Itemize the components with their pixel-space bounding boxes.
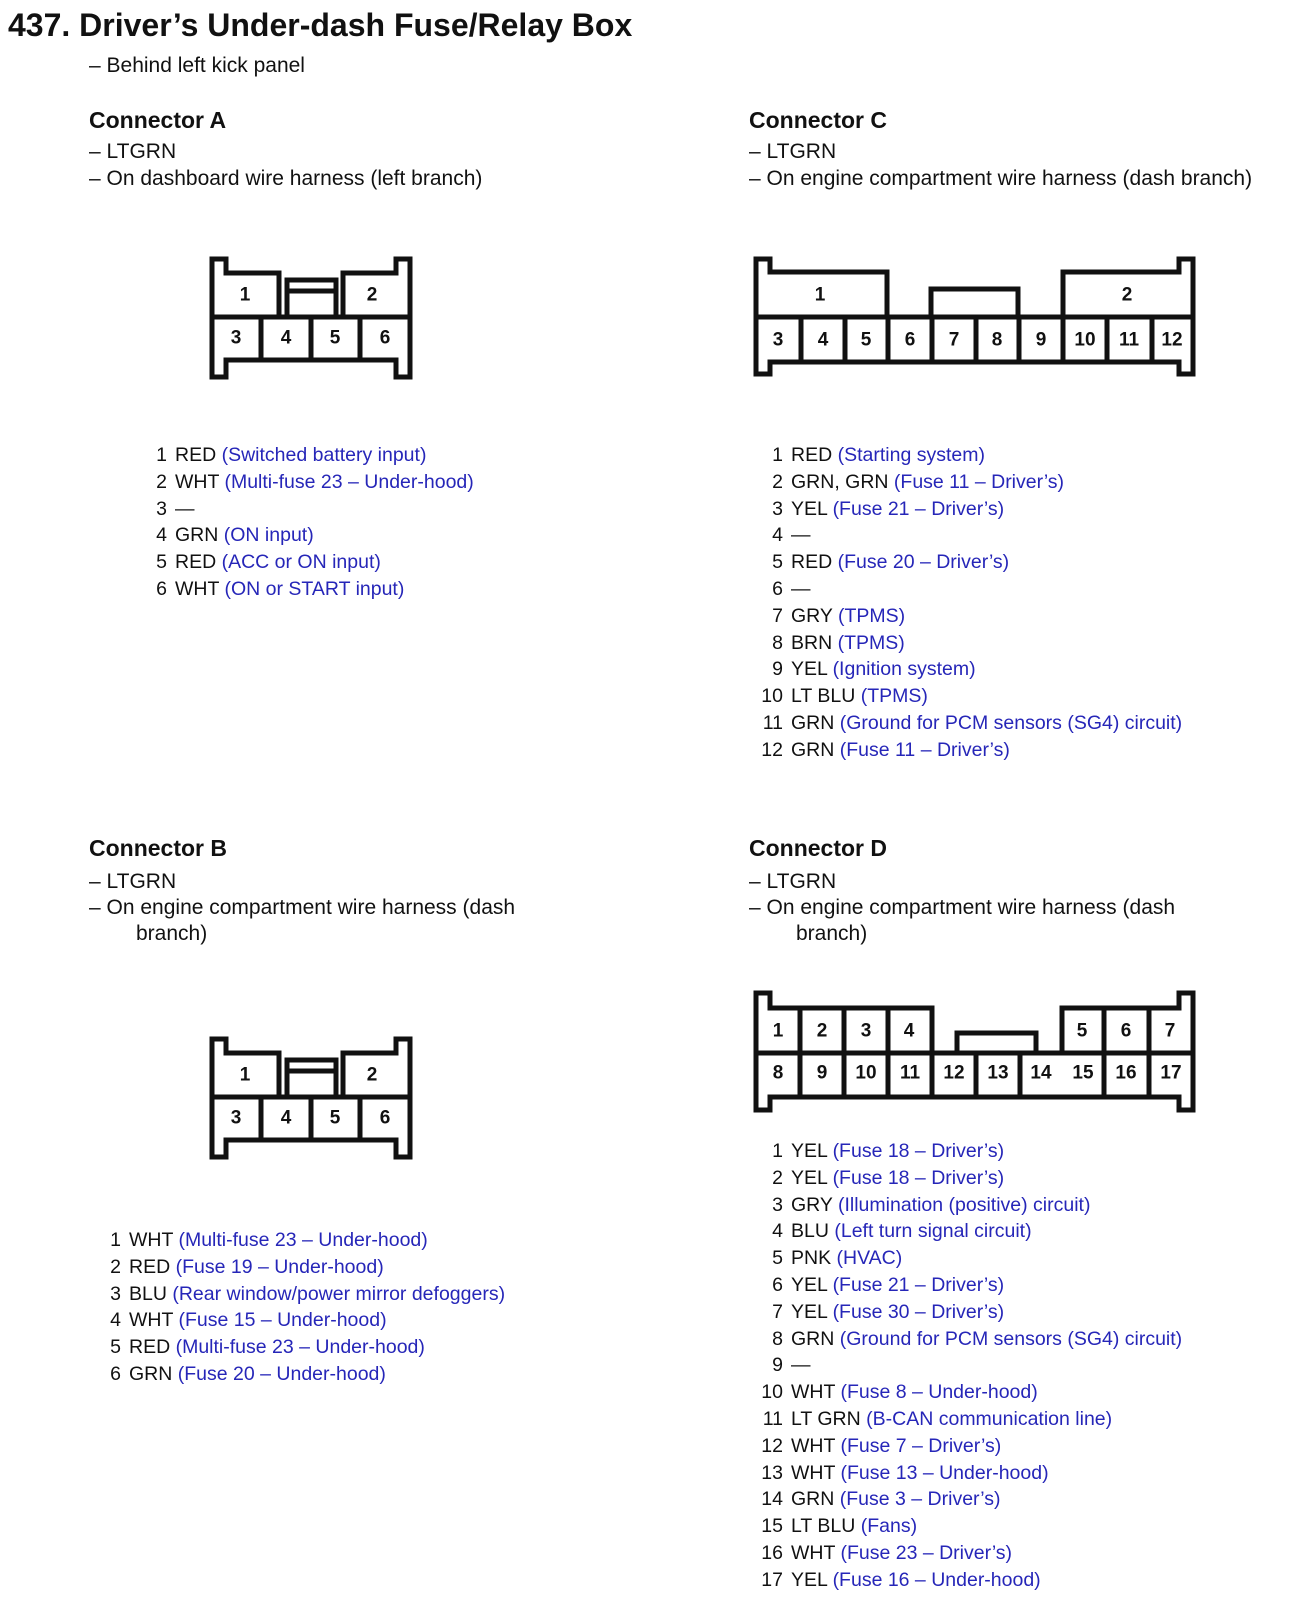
wire-color: GRN	[791, 738, 835, 761]
pin-description: (Fuse 20 – Driver’s)	[837, 551, 1010, 574]
wire-color: GRN	[791, 1327, 835, 1350]
pin-row	[753, 710, 1182, 737]
wire-color: WHT	[175, 577, 220, 600]
pin-number: 2	[110, 1255, 121, 1278]
wire-color: BRN	[791, 631, 833, 654]
cavity-label: 7	[948, 329, 960, 351]
cavity-label: 14	[1030, 1062, 1052, 1084]
pin-row	[753, 1540, 1182, 1567]
wire-color: YEL	[791, 1140, 828, 1162]
wire-color: WHT	[129, 1229, 174, 1251]
pin-description: (Ground for PCM sensors (SG4) circuit)	[839, 711, 1183, 734]
page-title: 437. Driver’s Under-dash Fuse/Relay Box	[8, 7, 633, 43]
cavity-label: 2	[366, 284, 378, 306]
cavity-label: 2	[1121, 284, 1133, 306]
pin-number: 9	[772, 1354, 783, 1377]
pin-description: (Rear window/power mirror defoggers)	[172, 1282, 506, 1305]
pin-description: (HVAC)	[836, 1247, 903, 1270]
connector-d-pin-list	[753, 1138, 1182, 1594]
connector-b-location: – On engine compartment wire harness (dash	[89, 896, 516, 919]
pin-row	[137, 442, 474, 469]
pin-row	[753, 1352, 1182, 1379]
pin-description: (ON input)	[223, 524, 314, 547]
pin-number: 2	[156, 470, 167, 493]
wire-color: BLU	[129, 1282, 167, 1305]
connector-b-heading: Connector B	[89, 835, 227, 861]
cavity-label: 3	[772, 329, 784, 351]
pin-description: (Multi-fuse 23 – Under-hood)	[175, 1336, 425, 1359]
pin-row	[137, 496, 474, 523]
pin-description: (Fans)	[860, 1515, 918, 1538]
cavity-label: 3	[230, 1107, 242, 1129]
pin-number: 11	[762, 1407, 783, 1430]
pin-row	[753, 1138, 1182, 1165]
pin-number: 6	[772, 1273, 783, 1296]
pin-number: 11	[762, 711, 783, 734]
pin-row	[91, 1334, 505, 1361]
pin-row	[753, 1326, 1182, 1353]
wire-color: YEL	[791, 658, 828, 681]
pin-number: 3	[156, 497, 167, 520]
pin-row	[91, 1254, 505, 1281]
pin-row	[753, 576, 1182, 603]
wire-color: WHT	[791, 1461, 836, 1484]
connector-a-color: – LTGRN	[89, 140, 177, 163]
pin-row	[753, 1165, 1182, 1192]
wire-color: RED	[791, 444, 833, 466]
pin-number: 15	[761, 1515, 783, 1538]
pin-description: (Fuse 11 – Driver’s)	[893, 470, 1065, 493]
pin-description: (Fuse 3 – Driver’s)	[839, 1488, 1001, 1511]
wire-color: WHT	[175, 470, 220, 493]
pin-number: 6	[156, 577, 167, 600]
pin-row	[137, 469, 474, 496]
pin-number: 1	[772, 444, 783, 466]
pin-description: (Fuse 30 – Driver’s)	[832, 1300, 1005, 1323]
connector-c-heading: Connector C	[749, 107, 887, 133]
wire-color: GRY	[791, 1193, 833, 1216]
wire-color: —	[791, 1354, 811, 1377]
cavity-label: 9	[816, 1062, 828, 1084]
wire-color: LT BLU	[791, 1515, 856, 1538]
wire-color: WHT	[791, 1381, 836, 1404]
connector-a-pin-list	[137, 442, 474, 603]
pin-number: 8	[772, 1327, 783, 1350]
cavity-label: 9	[1035, 329, 1047, 351]
cavity-label: 2	[816, 1020, 828, 1042]
pin-description: (Multi-fuse 23 – Under-hood)	[178, 1229, 428, 1251]
wire-color: WHT	[129, 1309, 174, 1332]
pin-row	[753, 1379, 1182, 1406]
wire-color: WHT	[791, 1434, 836, 1457]
pin-number: 16	[761, 1541, 783, 1564]
wire-color: —	[791, 577, 811, 600]
pin-number: 13	[761, 1461, 783, 1484]
cavity-label: 5	[860, 329, 872, 351]
cavity-label: 4	[817, 329, 829, 351]
pin-number: 17	[761, 1568, 783, 1591]
pin-description: (Fuse 20 – Under-hood)	[177, 1362, 386, 1385]
pin-description: (ACC or ON input)	[221, 551, 381, 574]
wire-color: RED	[175, 551, 217, 574]
pin-number: 9	[772, 658, 783, 681]
pin-description: (Fuse 19 – Under-hood)	[175, 1255, 384, 1278]
pin-row	[91, 1361, 505, 1388]
pin-description: (Left turn signal circuit)	[834, 1220, 1032, 1243]
pin-row	[753, 630, 1182, 657]
pin-number: 3	[772, 497, 783, 520]
wire-color: YEL	[791, 497, 828, 520]
wire-color: RED	[129, 1336, 171, 1359]
cavity-label: 1	[814, 284, 826, 306]
cavity-label: 3	[860, 1020, 872, 1042]
cavity-label: 6	[1120, 1020, 1132, 1042]
pin-number: 3	[772, 1193, 783, 1216]
pin-row	[753, 522, 1182, 549]
pin-number: 3	[110, 1282, 121, 1305]
wire-color: GRN, GRN	[791, 470, 889, 493]
cavity-label: 13	[987, 1062, 1009, 1084]
pin-description: (Ignition system)	[832, 658, 976, 681]
cavity-label: 11	[1118, 329, 1140, 351]
wire-color: GRN	[175, 524, 219, 547]
pin-number: 8	[772, 631, 783, 654]
pin-number: 2	[772, 1166, 783, 1189]
connector-a-heading: Connector A	[89, 107, 227, 133]
pin-row	[753, 1272, 1182, 1299]
pin-number: 2	[772, 470, 783, 493]
wire-color: PNK	[791, 1247, 832, 1270]
pin-row	[137, 549, 474, 576]
pin-number: 1	[110, 1229, 121, 1251]
cavity-label: 1	[239, 1064, 251, 1086]
pin-row	[137, 522, 474, 549]
connector-d-location-cont: branch)	[796, 922, 868, 945]
pin-description: (Fuse 18 – Driver’s)	[832, 1166, 1005, 1189]
pin-description: (Fuse 15 – Under-hood)	[178, 1309, 387, 1332]
wire-color: —	[175, 497, 195, 520]
pin-row	[753, 1299, 1182, 1326]
wire-color: BLU	[791, 1220, 829, 1243]
cavity-label: 4	[280, 327, 292, 349]
cavity-label: 5	[1076, 1020, 1088, 1042]
pin-number: 5	[110, 1336, 121, 1359]
wire-color: YEL	[791, 1568, 828, 1591]
cavity-label: 4	[903, 1020, 915, 1042]
pin-row	[753, 496, 1182, 523]
pin-number: 5	[772, 551, 783, 574]
wire-color: GRN	[129, 1362, 173, 1385]
pin-description: (TPMS)	[860, 685, 928, 708]
pin-description: (ON or START input)	[224, 577, 405, 600]
pin-row	[753, 1245, 1182, 1272]
cavity-label: 5	[329, 1107, 341, 1129]
connector-d-heading: Connector D	[749, 835, 887, 861]
pin-row	[137, 576, 474, 603]
pin-row	[753, 549, 1182, 576]
pin-description: (Fuse 11 – Driver’s)	[839, 738, 1010, 761]
pin-row	[753, 737, 1182, 764]
cavity-label: 4	[280, 1107, 292, 1129]
pin-description: (Fuse 8 – Under-hood)	[840, 1381, 1038, 1404]
pin-row	[753, 656, 1182, 683]
pin-description: (Multi-fuse 23 – Under-hood)	[224, 470, 474, 493]
wire-color: RED	[791, 551, 833, 574]
wire-color: GRY	[791, 604, 833, 627]
wire-color: RED	[175, 444, 217, 466]
cavity-label: 7	[1164, 1020, 1176, 1042]
location-note: – Behind left kick panel	[89, 54, 305, 77]
pin-number: 14	[761, 1488, 783, 1511]
pin-number: 5	[772, 1247, 783, 1270]
pin-row	[753, 1460, 1182, 1487]
wire-color: GRN	[791, 711, 835, 734]
pin-row	[753, 683, 1182, 710]
pin-number: 4	[110, 1309, 121, 1332]
connector-d-diagram	[756, 993, 1193, 1110]
pin-number: 5	[156, 551, 167, 574]
pin-number: 1	[156, 444, 167, 466]
wire-color: YEL	[791, 1273, 828, 1296]
cavity-label: 10	[855, 1062, 877, 1084]
pin-description: (Fuse 16 – Under-hood)	[832, 1568, 1041, 1591]
pin-number: 4	[772, 1220, 783, 1243]
pin-row	[753, 603, 1182, 630]
wire-color: —	[791, 524, 811, 547]
cavity-label: 6	[904, 329, 916, 351]
cavity-label: 12	[1161, 329, 1183, 351]
pin-row	[753, 1406, 1182, 1433]
pin-description: (TPMS)	[837, 631, 905, 654]
cavity-label: 17	[1160, 1062, 1182, 1084]
pin-number: 4	[772, 524, 783, 547]
pin-number: 1	[772, 1140, 783, 1162]
pin-number: 7	[772, 604, 783, 627]
pin-number: 6	[772, 577, 783, 600]
connector-a-location: – On dashboard wire harness (left branch)	[89, 167, 483, 190]
pin-description: (Illumination (positive) circuit)	[837, 1193, 1091, 1216]
pin-description: (Fuse 18 – Driver’s)	[832, 1140, 1005, 1162]
connector-d-location: – On engine compartment wire harness (dash	[749, 896, 1176, 919]
cavity-label: 8	[772, 1062, 784, 1084]
pin-row	[753, 1433, 1182, 1460]
pin-row	[753, 1218, 1182, 1245]
cavity-label: 10	[1074, 329, 1096, 351]
pin-description: (Fuse 23 – Driver’s)	[840, 1541, 1013, 1564]
cavity-label: 15	[1072, 1062, 1094, 1084]
pin-description: (Fuse 21 – Driver’s)	[832, 1273, 1005, 1296]
connector-b-pin-list	[91, 1227, 505, 1388]
wire-color: GRN	[791, 1488, 835, 1511]
pin-row	[91, 1227, 505, 1254]
pin-description: (Starting system)	[837, 444, 985, 466]
connector-c-pin-list	[753, 442, 1182, 764]
cavity-label: 12	[943, 1062, 965, 1084]
pin-row	[91, 1281, 505, 1308]
wire-color: YEL	[791, 1166, 828, 1189]
pin-row	[753, 442, 1182, 469]
connector-c-location: – On engine compartment wire harness (dash branch)	[749, 167, 1253, 190]
pin-number: 4	[156, 524, 167, 547]
cavity-label: 6	[379, 327, 391, 349]
pin-description: (TPMS)	[837, 604, 906, 627]
wire-color: LT GRN	[791, 1407, 861, 1430]
pin-number: 12	[761, 1434, 783, 1457]
pin-description: (Fuse 7 – Driver’s)	[840, 1434, 1002, 1457]
pin-row	[753, 1567, 1182, 1594]
connector-b-location-cont: branch)	[136, 922, 208, 945]
pin-number: 10	[761, 1381, 783, 1404]
cavity-label: 3	[230, 327, 242, 349]
wire-color: WHT	[791, 1541, 836, 1564]
cavity-label: 1	[772, 1020, 784, 1042]
cavity-label: 5	[329, 327, 341, 349]
pin-row	[753, 469, 1182, 496]
pin-row	[753, 1192, 1182, 1219]
connector-d-color: – LTGRN	[749, 870, 837, 893]
cavity-label: 2	[366, 1064, 378, 1086]
pin-number: 12	[761, 738, 783, 761]
cavity-label: 8	[991, 329, 1003, 351]
connector-c-color: – LTGRN	[749, 140, 837, 163]
pin-description: (Switched battery input)	[221, 444, 427, 466]
pin-number: 6	[110, 1362, 121, 1385]
pin-description: (Fuse 13 – Under-hood)	[840, 1461, 1049, 1484]
pin-row	[91, 1307, 505, 1334]
pin-description: (Fuse 21 – Driver’s)	[832, 497, 1005, 520]
wire-color: YEL	[791, 1300, 828, 1323]
pin-row	[753, 1513, 1182, 1540]
cavity-label: 6	[379, 1107, 391, 1129]
wire-color: RED	[129, 1255, 171, 1278]
cavity-label: 11	[899, 1062, 921, 1084]
pin-description: (Ground for PCM sensors (SG4) circuit)	[839, 1327, 1183, 1350]
pin-number: 7	[772, 1300, 783, 1323]
connector-c-diagram	[756, 259, 1193, 374]
cavity-label: 1	[239, 284, 251, 306]
wire-color: LT BLU	[791, 685, 856, 708]
connector-a-diagram	[212, 259, 410, 377]
cavity-label: 16	[1115, 1062, 1137, 1084]
connector-b-diagram	[212, 1039, 410, 1157]
pin-number: 10	[761, 685, 783, 708]
connector-b-color: – LTGRN	[89, 870, 177, 893]
pin-row	[753, 1486, 1182, 1513]
pin-description: (B-CAN communication line)	[866, 1407, 1113, 1430]
